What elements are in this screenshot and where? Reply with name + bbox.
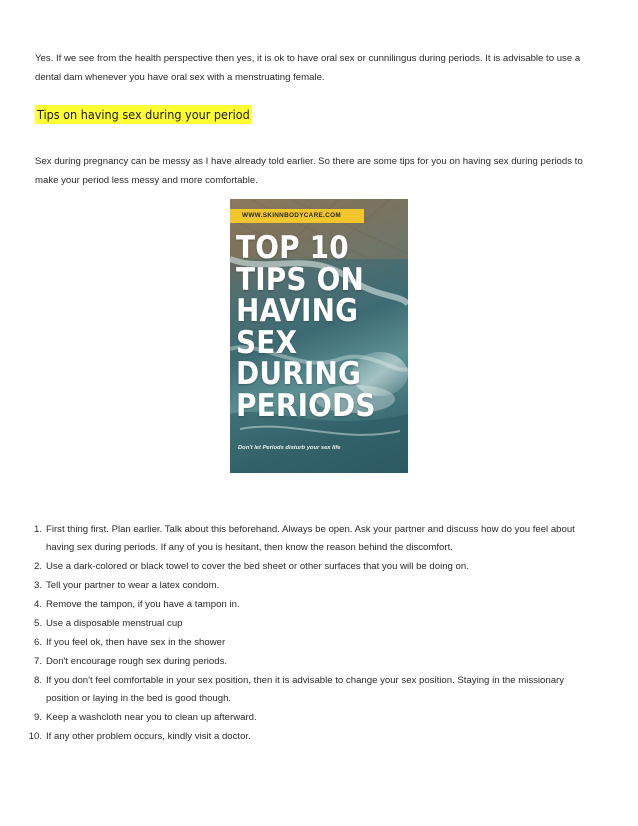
list-text: Tell your partner to wear a latex condom. <box>46 580 220 591</box>
list-item <box>20 709 590 727</box>
tips-list <box>20 521 590 746</box>
list-text: If you feel ok, then have sex in the shower <box>46 637 226 648</box>
list-text: If any other problem occurs, kindly visit a doctor. <box>46 731 251 742</box>
list-item <box>20 672 590 708</box>
poster-title-line: TOP 10 <box>236 230 349 266</box>
list-item <box>20 728 590 746</box>
list-item <box>20 558 590 576</box>
list-text: Remove the tampon, if you have a tampon in. <box>46 599 240 610</box>
list-number: 2. <box>33 561 42 572</box>
poster-title-line: PERIODS <box>236 387 376 424</box>
list-text: Use a dark-colored or black towel to cover the bed sheet or other surfaces that you will be doing on. <box>46 561 469 572</box>
poster-title-line: DURING <box>236 356 362 392</box>
intro-paragraph: Yes. If we see from the health perspective then yes, it is ok to have oral sex or cunnilingus during periods. It is advisable to use a dental dam whenever you have oral sex with a menstruating female. <box>35 53 581 83</box>
list-text: First thing first. Plan earlier. Talk about this beforehand. Always be open. Ask your partner and discuss how do you feel about having sex during periods. If any of you is hesitant, then know the reason behind the discomfort. <box>46 524 575 553</box>
list-text: Use a disposable menstrual cup <box>46 618 183 629</box>
list-number: 3. <box>33 580 42 591</box>
poster-title <box>236 230 406 424</box>
body-paragraph: Sex during pregnancy can be messy as I have already told earlier. So there are some tips for you on having sex during periods to make your period less messy and more comfortable. <box>35 156 583 186</box>
list-text: Don't encourage rough sex during periods. <box>46 656 228 667</box>
list-item <box>20 653 590 671</box>
list-number: 7. <box>33 656 42 667</box>
list-item <box>20 596 590 614</box>
list-number: 6. <box>33 637 42 648</box>
list-text: Keep a washcloth near you to clean up afterward. <box>46 712 257 723</box>
poster-title-line: SEX <box>236 324 298 361</box>
website-banner: WWW.SKINNBODYCARE.COM <box>230 209 364 223</box>
list-item <box>20 577 590 595</box>
list-item <box>20 634 590 652</box>
list-number: 4. <box>33 599 42 610</box>
list-item <box>20 615 590 633</box>
list-number: 5. <box>33 618 42 629</box>
section-heading: Tips on having sex during your period <box>37 107 250 122</box>
poster-subtitle: Don't let Periods disturb your sex life <box>238 445 341 451</box>
list-number: 1. <box>33 524 42 535</box>
poster-image <box>230 199 408 473</box>
poster-title-line: HAVING <box>236 293 359 329</box>
poster-title-line: TIPS ON <box>236 261 365 298</box>
list-item <box>20 521 590 557</box>
list-number: 9. <box>33 712 42 723</box>
list-number: 10. <box>28 731 42 742</box>
list-text: If you don't feel comfortable in your sex position, then it is advisable to change your sex position. Staying in the missionary position or laying in the bed is good though. <box>46 675 565 704</box>
list-number: 8. <box>33 675 42 686</box>
